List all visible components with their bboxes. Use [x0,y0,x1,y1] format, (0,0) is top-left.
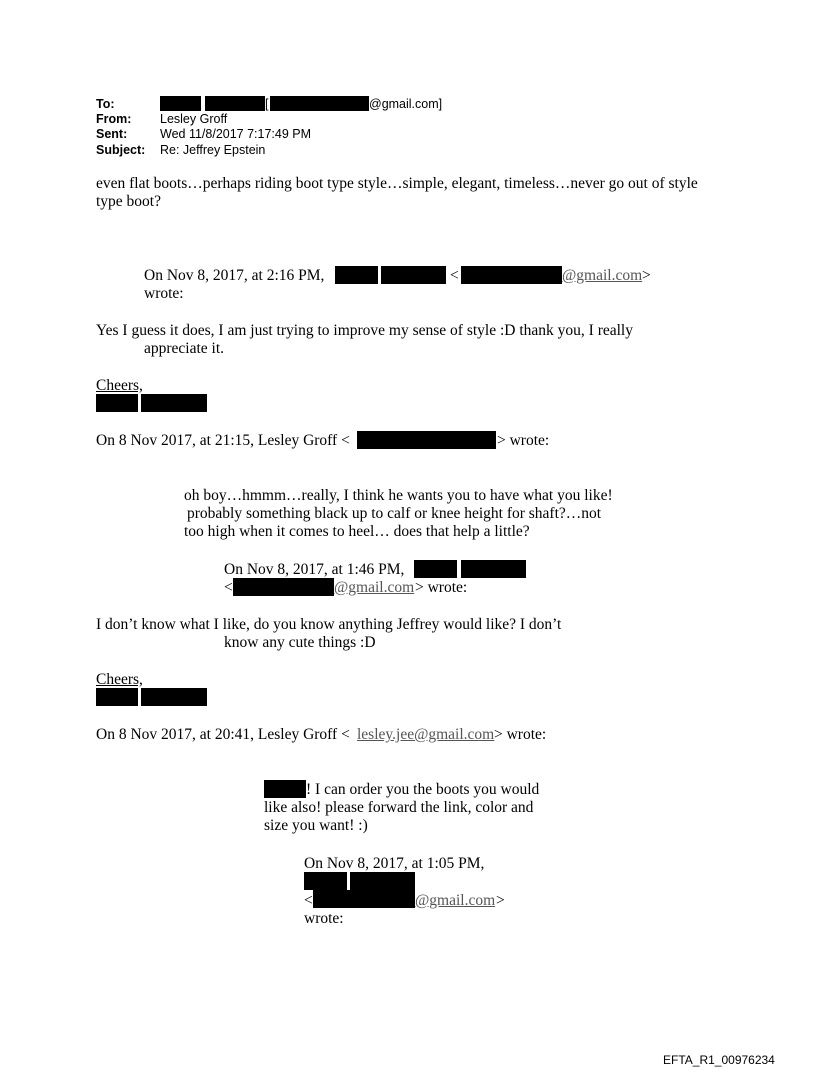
paragraph: know any cute things :D [224,634,376,651]
paragraph: Yes I guess it does, I am just trying to improve my sense of style :D thank you, I really [96,322,633,339]
email-link[interactable]: @gmail.com [415,892,496,909]
email-link[interactable]: lesley.jee@gmail.com [357,726,495,743]
quote-header: > wrote: [494,726,547,743]
redaction [461,266,562,284]
paragraph: like also! please forward the link, color and [264,799,534,816]
redaction [264,780,306,798]
paragraph: too high when it comes to heel… does that help a little? [184,523,530,540]
quote-header-gt: > [496,892,505,909]
email-link[interactable]: @gmail.com [562,267,643,284]
paragraph: I don’t know what I like, do you know anything Jeffrey would like? I don’t [96,616,562,633]
from-label: From: [96,112,132,126]
redaction [270,96,369,111]
quote-header: > wrote: [497,432,550,449]
paragraph: oh boy…hmmm…really, I think he wants you to have what you like! [184,487,613,504]
paragraph: probably something black up to calf or knee height for shaft?…not [187,505,602,522]
paragraph: ! I can order you the boots you would [306,781,540,798]
signoff: Cheers, [96,671,143,688]
quote-header: On 8 Nov 2017, at 21:15, Lesley Groff < [96,432,350,449]
quote-header-gt: > [642,267,651,284]
quote-header: On Nov 8, 2017, at 1:46 PM, [224,561,405,578]
redaction [461,560,526,578]
sent-value: Wed 11/8/2017 7:17:49 PM [160,127,312,141]
to-bracket: [ [265,97,269,111]
redaction [335,266,378,284]
to-label: To: [96,97,115,111]
redaction [350,872,415,890]
quote-header: On Nov 8, 2017, at 2:16 PM, [144,267,325,284]
redaction [205,96,265,111]
sent-label: Sent: [96,127,128,141]
paragraph: size you want! :) [264,817,368,834]
quote-header-lt: < [450,267,459,284]
redaction [141,688,207,706]
quote-header: wrote: [304,910,344,927]
redaction [96,688,138,706]
signoff: Cheers, [96,377,143,394]
redaction [233,578,334,596]
redaction [381,266,446,284]
quote-header-lt: < [224,579,233,596]
quote-header: On 8 Nov 2017, at 20:41, Lesley Groff < [96,726,350,743]
redaction [141,394,207,412]
paragraph: appreciate it. [144,340,225,357]
quote-header-lt: < [304,892,313,909]
redaction [304,872,347,890]
redaction [414,560,457,578]
bates-number: EFTA_R1_00976234 [663,1053,775,1067]
redaction [313,890,415,908]
quote-header: On Nov 8, 2017, at 1:05 PM, [304,855,485,872]
email-link[interactable]: @gmail.com [334,579,415,596]
quote-header: wrote: [144,285,184,302]
redaction [96,394,138,412]
quote-header: > wrote: [415,579,468,596]
to-email-tail: @gmail.com] [369,97,443,111]
from-value: Lesley Groff [160,112,228,126]
redaction [357,431,496,449]
subject-value: Re: Jeffrey Epstein [160,143,266,157]
subject-label: Subject: [96,143,146,157]
paragraph: type boot? [96,193,161,210]
paragraph: even flat boots…perhaps riding boot type style…simple, elegant, timeless…never go out of style [96,175,698,192]
redaction [160,96,201,111]
